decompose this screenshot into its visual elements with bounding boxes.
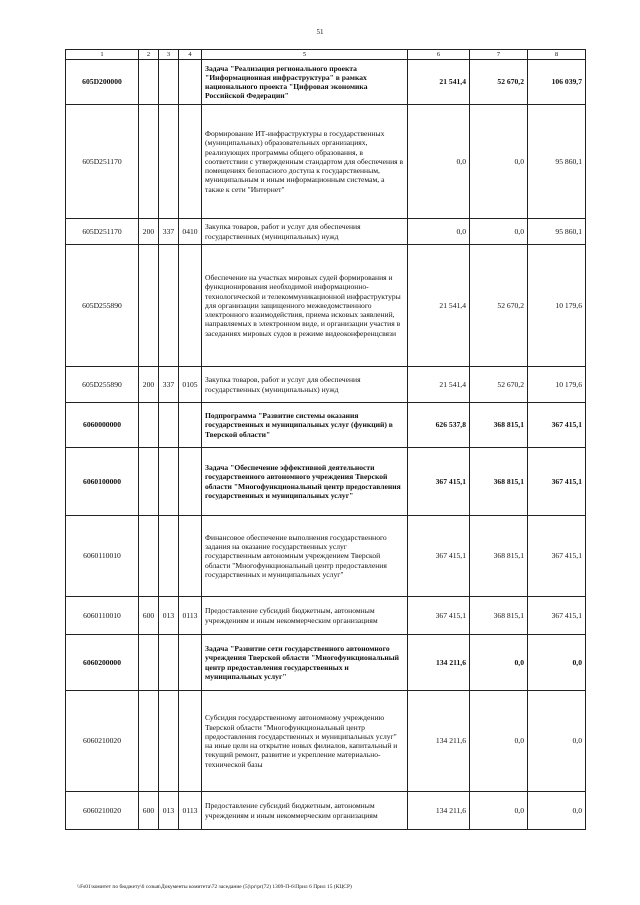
amount-column-8: 95 860,1: [528, 105, 586, 219]
table-row: [66, 219, 586, 245]
table-row: [66, 448, 586, 516]
column-number: 2: [139, 50, 159, 60]
amount-column-7: 368 815,1: [470, 448, 528, 516]
department-code: [159, 105, 179, 219]
amount-column-6: 21 541,4: [408, 367, 470, 403]
classification-code: 6060210020: [66, 691, 139, 792]
department-code: 337: [159, 367, 179, 403]
item-name: Задача "Развитие сети государственного автономного учреждения Тверской области "Многофункциональный центр предоставления государственных и муниципальных услуг": [202, 635, 408, 691]
item-name: Задача "Реализация регионального проекта "Информационная инфраструктура" в рамках национального проекта "Цифровая экономика Российской Федерации": [202, 60, 408, 105]
amount-column-8: 0,0: [528, 635, 586, 691]
expense-type-code: [139, 60, 159, 105]
amount-column-6: 367 415,1: [408, 597, 470, 635]
page-number: 51: [316, 28, 324, 36]
table-row: [66, 597, 586, 635]
amount-column-6: 134 211,6: [408, 691, 470, 792]
table-body: [66, 50, 586, 830]
section-code: [179, 245, 202, 367]
expense-type-code: [139, 403, 159, 448]
amount-column-8: 367 415,1: [528, 403, 586, 448]
column-number: 7: [470, 50, 528, 60]
amount-column-7: 0,0: [470, 792, 528, 830]
amount-column-7: 368 815,1: [470, 597, 528, 635]
section-code: [179, 691, 202, 792]
classification-code: 6060110010: [66, 516, 139, 597]
amount-column-8: 10 179,6: [528, 367, 586, 403]
amount-column-6: 134 211,6: [408, 792, 470, 830]
section-code: [179, 60, 202, 105]
section-code: [179, 448, 202, 516]
classification-code: 605D251170: [66, 105, 139, 219]
item-name: Формирование ИТ-инфраструктуры в государственных (муниципальных) образовательных организациях, реализующих программы общего образования, в соответствии с утвержденным стандартом для обеспечения в помещениях безопасного доступа к государственным, муниципальным и иным информационным системам, а также к сети "Интернет": [202, 105, 408, 219]
amount-column-7: 52 670,2: [470, 367, 528, 403]
amount-column-6: 0,0: [408, 105, 470, 219]
item-name: Подпрограмма "Развитие системы оказания государственных и муниципальных услуг (функций) в Тверской области": [202, 403, 408, 448]
amount-column-6: 21 541,4: [408, 60, 470, 105]
department-code: [159, 60, 179, 105]
item-name: Закупка товаров, работ и услуг для обеспечения государственных (муниципальных) нужд: [202, 367, 408, 403]
amount-column-8: 95 860,1: [528, 219, 586, 245]
column-number: 1: [66, 50, 139, 60]
classification-code: 605D255890: [66, 367, 139, 403]
expense-type-code: 200: [139, 367, 159, 403]
amount-column-7: 0,0: [470, 691, 528, 792]
item-name: Финансовое обеспечение выполнения государственного задания на оказание государственных услуг государственным автономным учреждением Тверской области "Многофункциональный центр предоставления государственных и муниципальных услуг": [202, 516, 408, 597]
column-number: 8: [528, 50, 586, 60]
table-row: [66, 792, 586, 830]
amount-column-8: 10 179,6: [528, 245, 586, 367]
amount-column-7: 368 815,1: [470, 516, 528, 597]
table-row: [66, 635, 586, 691]
table-row: [66, 245, 586, 367]
department-code: 013: [159, 792, 179, 830]
expense-type-code: [139, 635, 159, 691]
department-code: [159, 448, 179, 516]
classification-code: 6060100000: [66, 448, 139, 516]
budget-table: [65, 49, 586, 830]
expense-type-code: [139, 516, 159, 597]
expense-type-code: [139, 691, 159, 792]
expense-type-code: 600: [139, 597, 159, 635]
section-code: [179, 516, 202, 597]
item-name: Задача "Обеспечение эффективной деятельности государственного автономного учреждения Тверской области "Многофункциональный центр предоставления государственных и муниципальных услуг": [202, 448, 408, 516]
column-number-row: [66, 50, 586, 60]
amount-column-7: 368 815,1: [470, 403, 528, 448]
amount-column-8: 367 415,1: [528, 448, 586, 516]
item-name: Предоставление субсидий бюджетным, автономным учреждениям и иным некоммерческим организациям: [202, 597, 408, 635]
section-code: 0113: [179, 597, 202, 635]
column-number: 5: [202, 50, 408, 60]
department-code: [159, 403, 179, 448]
table-row: [66, 367, 586, 403]
classification-code: 605D255890: [66, 245, 139, 367]
amount-column-6: 0,0: [408, 219, 470, 245]
amount-column-6: 367 415,1: [408, 516, 470, 597]
section-code: [179, 105, 202, 219]
classification-code: 6060200000: [66, 635, 139, 691]
amount-column-6: 626 537,8: [408, 403, 470, 448]
column-number: 6: [408, 50, 470, 60]
section-code: [179, 403, 202, 448]
amount-column-6: 134 211,6: [408, 635, 470, 691]
expense-type-code: [139, 105, 159, 219]
amount-column-6: 367 415,1: [408, 448, 470, 516]
expense-type-code: 600: [139, 792, 159, 830]
table-row: [66, 691, 586, 792]
amount-column-6: 21 541,4: [408, 245, 470, 367]
classification-code: 605D200000: [66, 60, 139, 105]
expense-type-code: 200: [139, 219, 159, 245]
amount-column-7: 0,0: [470, 219, 528, 245]
classification-code: 605D251170: [66, 219, 139, 245]
amount-column-7: 52 670,2: [470, 245, 528, 367]
file-path-footer: \\Fs01\комитет по бюджету\6 созыв\Документы комитета\72 заседание (5)\рr\рr(72) 1309-П-6\Прил 6 Прил 15 (КЦСР): [77, 884, 352, 890]
table-row: [66, 60, 586, 105]
amount-column-8: 367 415,1: [528, 516, 586, 597]
section-code: 0113: [179, 792, 202, 830]
table-row: [66, 516, 586, 597]
column-number: 3: [159, 50, 179, 60]
amount-column-8: 0,0: [528, 792, 586, 830]
amount-column-8: 367 415,1: [528, 597, 586, 635]
section-code: 0410: [179, 219, 202, 245]
section-code: [179, 635, 202, 691]
expense-type-code: [139, 448, 159, 516]
column-number: 4: [179, 50, 202, 60]
classification-code: 6060210020: [66, 792, 139, 830]
expense-type-code: [139, 245, 159, 367]
amount-column-8: 106 039,7: [528, 60, 586, 105]
amount-column-8: 0,0: [528, 691, 586, 792]
item-name: Закупка товаров, работ и услуг для обеспечения государственных (муниципальных) нужд: [202, 219, 408, 245]
classification-code: 6060000000: [66, 403, 139, 448]
amount-column-7: 0,0: [470, 635, 528, 691]
department-code: [159, 691, 179, 792]
table-row: [66, 403, 586, 448]
classification-code: 6060110010: [66, 597, 139, 635]
item-name: Обеспечение на участках мировых судей формирования и функционирования необходимой информационно-технологической и телекоммуникационной инфраструктуры для организации защищенного межведомственного электронного взаимодействия, приема исковых заявлений, направляемых в электронном виде, и организации участия в заседаниях мировых судов в режиме видеоконференцсвязи: [202, 245, 408, 367]
table-row: [66, 105, 586, 219]
department-code: [159, 245, 179, 367]
item-name: Субсидия государственному автономному учреждению Тверской области "Многофункциональный центр предоставления государственных и муниципальных услуг" на иные цели на открытие новых филиалов, капитальный и текущий ремонт, развитие и укрепление материально-технической базы: [202, 691, 408, 792]
department-code: [159, 635, 179, 691]
amount-column-7: 52 670,2: [470, 60, 528, 105]
department-code: 013: [159, 597, 179, 635]
department-code: 337: [159, 219, 179, 245]
amount-column-7: 0,0: [470, 105, 528, 219]
section-code: 0105: [179, 367, 202, 403]
department-code: [159, 516, 179, 597]
item-name: Предоставление субсидий бюджетным, автономным учреждениям и иным некоммерческим организациям: [202, 792, 408, 830]
